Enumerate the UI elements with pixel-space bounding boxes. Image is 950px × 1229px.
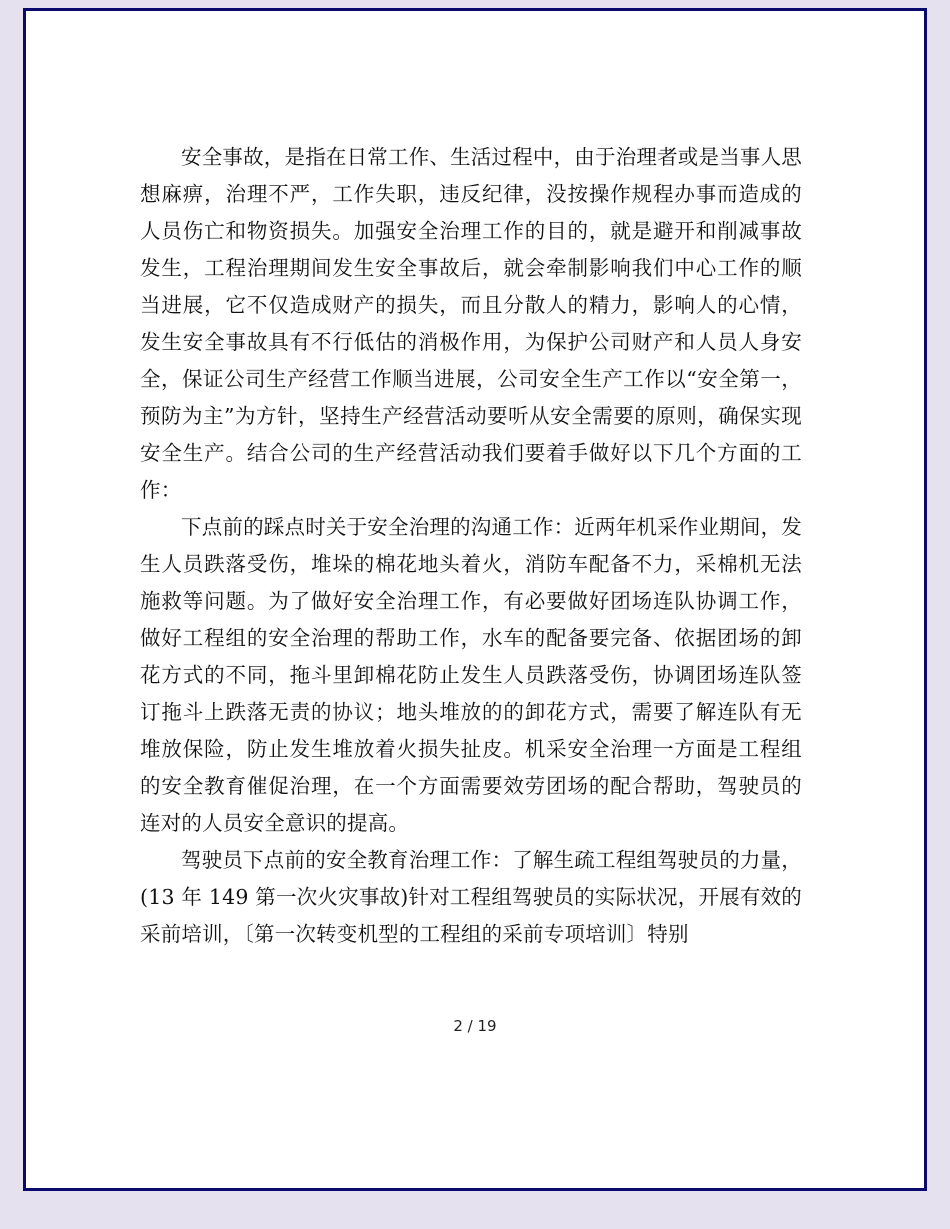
paragraph-3: 驾驶员下点前的安全教育治理工作：了解生疏工程组驾驶员的力量，(13 年 149 第一次火灾事故)针对工程组驾驶员的实际状况，开展有效的采前培训，〔第一次转变机型的工程组的采前专项培训〕特别 xyxy=(140,848,802,946)
paragraph-2: 下点前的踩点时关于安全治理的沟通工作：近两年机采作业期间，发生人员跌落受伤，堆垛的棉花地头着火，消防车配备不力，采棉机无法施救等问题。为了做好安全治理工作，有必要做好团场连队协调工作，做好工程组的安全治理的帮助工作，水车的配备要完备、依据团场的卸花方式的不同，拖斗里卸棉花防止发生人员跌落受伤，协调团场连队签订拖斗上跌落无责的协议；地头堆放的的卸花方式，需要了解连队有无堆放保险，防止发生堆放着火损失扯皮。机采安全治理一方面是工程组的安全教育催促治理，在一个方面需要效劳团场的配合帮助，驾驶员的连对的人员安全意识的提高。 xyxy=(140,515,802,835)
document-body xyxy=(140,139,802,953)
page-number: 2 / 19 xyxy=(453,1017,497,1035)
paragraph-1: 安全事故，是指在日常工作、生活过程中，由于治理者或是当事人思想麻痹，治理不严，工作失职，违反纪律，没按操作规程办事而造成的人员伤亡和物资损失。加强安全治理工作的目的，就是避开和削减事故发生，工程治理期间发生安全事故后，就会牵制影响我们中心工作的顺当进展，它不仅造成财产的损失，而且分散人的精力，影响人的心情，发生安全事故具有不行低估的消极作用，为保护公司财产和人员人身安全，保证公司生产经营工作顺当进展，公司安全生产工作以“安全第一，预防为主”为方针，坚持生产经营活动要听从安全需要的原则，确保实现安全生产。结合公司的生产经营活动我们要着手做好以下几个方面的工作： xyxy=(140,145,802,502)
document-page xyxy=(23,8,927,1191)
